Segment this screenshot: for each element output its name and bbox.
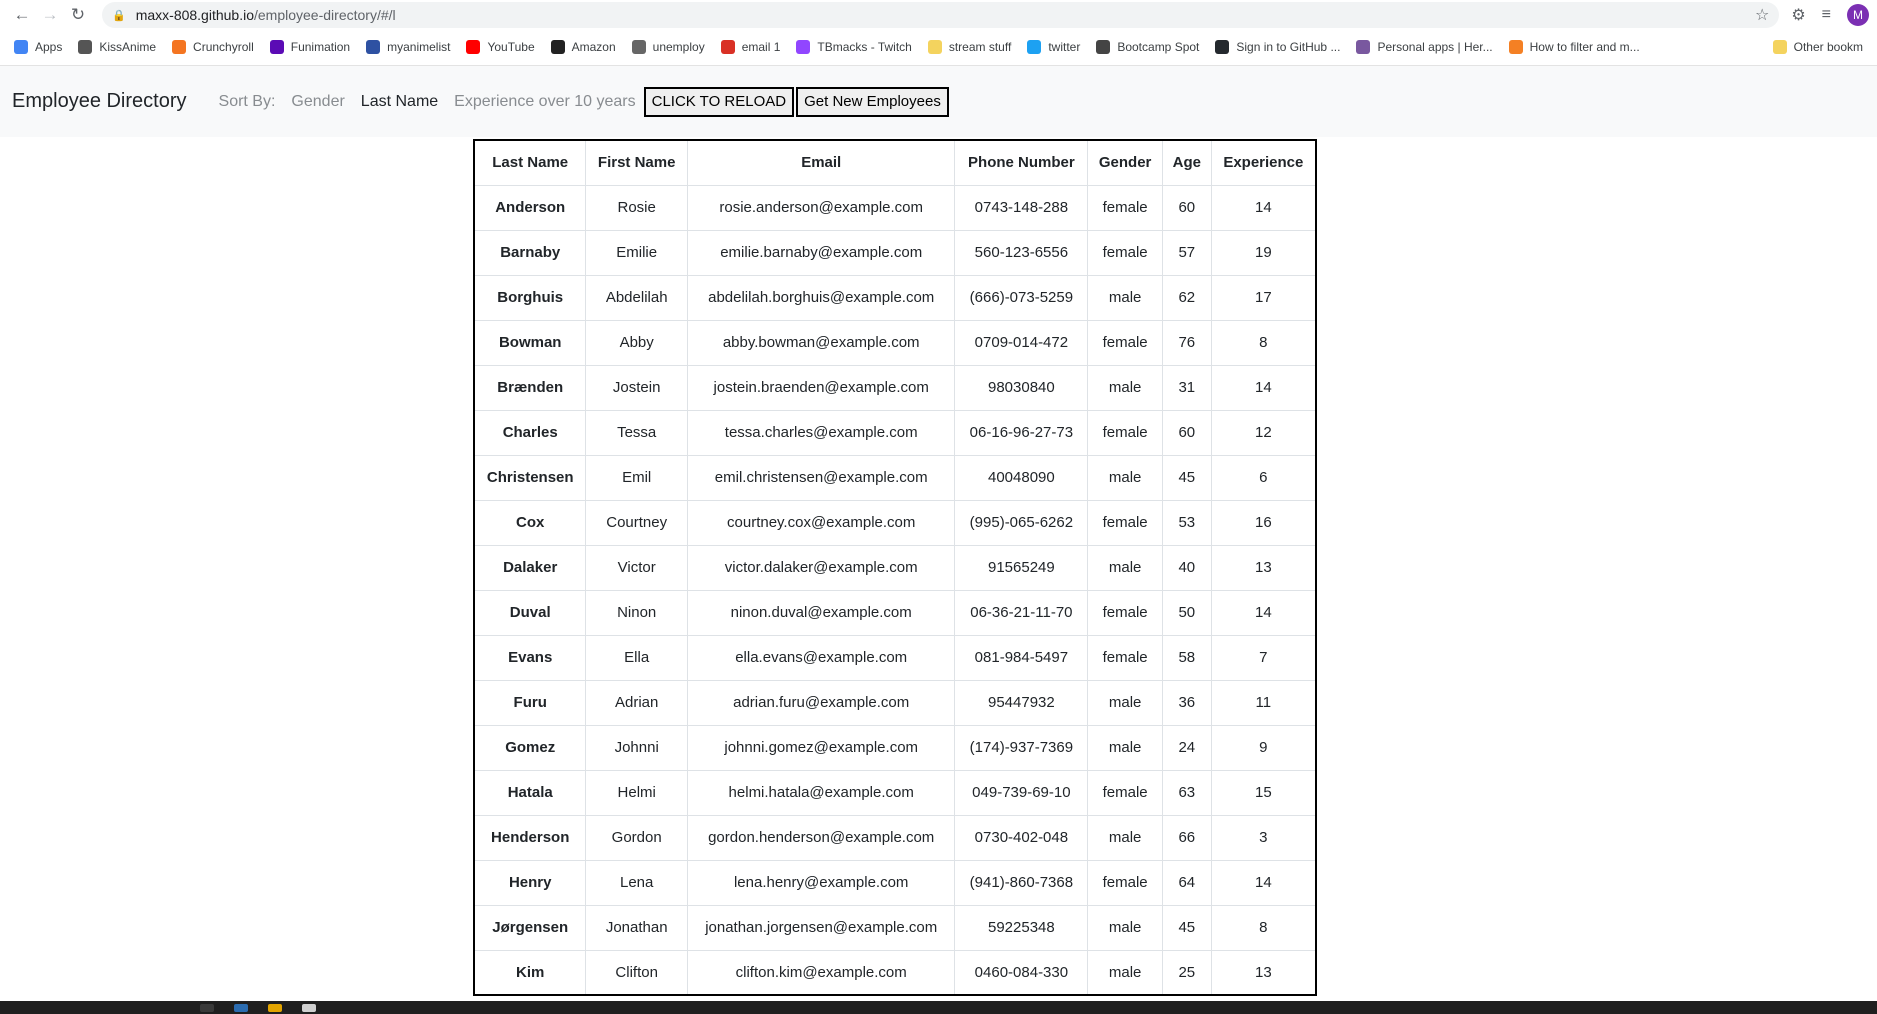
heroku-icon — [1356, 40, 1370, 54]
table-cell: female — [1088, 410, 1163, 455]
table-cell: 081-984-5497 — [955, 635, 1088, 680]
employee-table — [473, 139, 1317, 996]
table-row — [474, 320, 1316, 365]
table-cell: female — [1088, 230, 1163, 275]
table-cell: Emil — [586, 455, 688, 500]
bookmark-label: stream stuff — [948, 40, 1012, 54]
bookmark-label: KissAnime — [99, 40, 157, 54]
page-navbar — [0, 66, 1877, 137]
table-row — [474, 410, 1316, 455]
taskbar-item[interactable] — [200, 1004, 214, 1012]
twitch-icon — [796, 40, 810, 54]
table-cell: male — [1088, 455, 1163, 500]
table-cell: ninon.duval@example.com — [687, 590, 955, 635]
table-cell: Ella — [586, 635, 688, 680]
bookmark-item[interactable] — [458, 34, 542, 60]
table-cell: Charles — [474, 410, 586, 455]
table-cell: 16 — [1211, 500, 1316, 545]
table-cell: female — [1088, 860, 1163, 905]
profile-avatar[interactable]: M — [1847, 4, 1869, 26]
bookmark-item[interactable] — [1207, 34, 1348, 60]
table-cell: female — [1088, 635, 1163, 680]
table-cell: Bowman — [474, 320, 586, 365]
table-cell: (666)-073-5259 — [955, 275, 1088, 320]
table-row — [474, 680, 1316, 725]
table-cell: 8 — [1211, 320, 1316, 365]
table-cell: 76 — [1162, 320, 1211, 365]
crunchyroll-icon — [172, 40, 186, 54]
table-row — [474, 860, 1316, 905]
table-cell: Emilie — [586, 230, 688, 275]
table-cell: jostein.braenden@example.com — [687, 365, 955, 410]
table-cell: helmi.hatala@example.com — [687, 770, 955, 815]
table-cell: male — [1088, 275, 1163, 320]
table-cell: Hatala — [474, 770, 586, 815]
table-cell: 0730-402-048 — [955, 815, 1088, 860]
unemploy-icon — [632, 40, 646, 54]
bookmarks-bar — [0, 30, 1877, 64]
table-cell: 24 — [1162, 725, 1211, 770]
table-cell: male — [1088, 365, 1163, 410]
table-cell: Barnaby — [474, 230, 586, 275]
table-cell: female — [1088, 500, 1163, 545]
table-cell: 95447932 — [955, 680, 1088, 725]
reload-button[interactable]: CLICK TO RELOAD — [644, 87, 795, 117]
table-row — [474, 275, 1316, 320]
table-cell: 57 — [1162, 230, 1211, 275]
myanimelist-icon — [366, 40, 380, 54]
youtube-icon — [466, 40, 480, 54]
table-cell: abdelilah.borghuis@example.com — [687, 275, 955, 320]
table-cell: 53 — [1162, 500, 1211, 545]
table-cell: Henderson — [474, 815, 586, 860]
bookmark-label: Amazon — [571, 40, 616, 54]
table-cell: male — [1088, 815, 1163, 860]
table-cell: 12 — [1211, 410, 1316, 455]
table-cell: emil.christensen@example.com — [687, 455, 955, 500]
reload-icon[interactable]: ↻ — [70, 5, 86, 24]
table-row — [474, 545, 1316, 590]
bookmark-item[interactable] — [6, 34, 70, 60]
table-cell: male — [1088, 545, 1163, 590]
table-cell: 14 — [1211, 590, 1316, 635]
folder-icon — [1773, 40, 1787, 54]
table-row — [474, 815, 1316, 860]
table-cell: 8 — [1211, 905, 1316, 950]
table-cell: 9 — [1211, 725, 1316, 770]
table-cell: 06-36-21-11-70 — [955, 590, 1088, 635]
table-cell: 0709-014-472 — [955, 320, 1088, 365]
filter-experience-link[interactable]: Experience over 10 years — [454, 92, 636, 110]
table-cell: 59225348 — [955, 905, 1088, 950]
table-cell: ella.evans@example.com — [687, 635, 955, 680]
table-cell: victor.dalaker@example.com — [687, 545, 955, 590]
table-cell: Cox — [474, 500, 586, 545]
bookmark-label: How to filter and m... — [1529, 40, 1640, 54]
table-row — [474, 950, 1316, 995]
stackoverflow-icon — [1509, 40, 1523, 54]
star-icon[interactable]: ☆ — [1754, 7, 1770, 24]
table-cell: Christensen — [474, 455, 586, 500]
table-cell: 91565249 — [955, 545, 1088, 590]
table-cell: male — [1088, 950, 1163, 995]
column-header: Phone Number — [955, 140, 1088, 185]
column-header: Last Name — [474, 140, 586, 185]
column-header: Gender — [1088, 140, 1163, 185]
column-header: Email — [687, 140, 955, 185]
table-cell: 3 — [1211, 815, 1316, 860]
taskbar-item[interactable] — [268, 1004, 282, 1012]
table-row — [474, 770, 1316, 815]
url-host: maxx-808.github.io — [135, 7, 254, 23]
bookmark-item[interactable] — [1019, 34, 1088, 60]
sort-last-name-link[interactable]: Last Name — [360, 92, 439, 110]
table-cell: female — [1088, 770, 1163, 815]
bookmark-item[interactable] — [1501, 34, 1648, 60]
table-row — [474, 905, 1316, 950]
twitter-icon — [1027, 40, 1041, 54]
table-cell: 25 — [1162, 950, 1211, 995]
gmail-icon — [721, 40, 735, 54]
sort-by-label: Sort By: — [218, 92, 276, 110]
table-row — [474, 590, 1316, 635]
table-cell: male — [1088, 680, 1163, 725]
column-header: Experience — [1211, 140, 1316, 185]
table-cell: Abdelilah — [586, 275, 688, 320]
table-cell: tessa.charles@example.com — [687, 410, 955, 455]
main-content — [0, 137, 1877, 1002]
table-cell: 31 — [1162, 365, 1211, 410]
table-cell: Henry — [474, 860, 586, 905]
table-cell: Kim — [474, 950, 586, 995]
table-cell: rosie.anderson@example.com — [687, 185, 955, 230]
bookmark-item[interactable] — [164, 34, 262, 60]
address-bar-row — [0, 0, 1877, 30]
table-cell: 50 — [1162, 590, 1211, 635]
bookmark-item[interactable] — [788, 34, 919, 60]
table-cell: Johnni — [586, 725, 688, 770]
table-cell: 40048090 — [955, 455, 1088, 500]
bookmark-item[interactable] — [70, 34, 164, 60]
table-cell: 98030840 — [955, 365, 1088, 410]
bookmark-item[interactable] — [358, 34, 458, 60]
taskbar-item[interactable] — [234, 1004, 248, 1012]
table-row — [474, 500, 1316, 545]
bookmark-label: email 1 — [741, 40, 781, 54]
table-body — [474, 185, 1316, 995]
table-cell: 13 — [1211, 545, 1316, 590]
table-cell: 560-123-6556 — [955, 230, 1088, 275]
table-cell: Gordon — [586, 815, 688, 860]
browser-chrome — [0, 0, 1877, 66]
table-cell: emilie.barnaby@example.com — [687, 230, 955, 275]
table-row — [474, 230, 1316, 275]
table-row — [474, 725, 1316, 770]
table-cell: (941)-860-7368 — [955, 860, 1088, 905]
bookmark-label: Apps — [35, 40, 63, 54]
bookmark-item[interactable] — [262, 34, 358, 60]
table-cell: 60 — [1162, 185, 1211, 230]
os-taskbar — [0, 1001, 1877, 1014]
table-cell: 0460-084-330 — [955, 950, 1088, 995]
table-cell: 58 — [1162, 635, 1211, 680]
github-icon — [1215, 40, 1229, 54]
bookmark-item[interactable] — [920, 34, 1019, 60]
other-bookmarks-label: Other bookm — [1793, 40, 1863, 54]
sort-gender-link[interactable]: Gender — [291, 92, 345, 110]
apps-grid-icon — [14, 40, 28, 54]
table-cell: 40 — [1162, 545, 1211, 590]
table-cell: 14 — [1211, 860, 1316, 905]
bookmark-item[interactable] — [1088, 34, 1207, 60]
table-cell: 0743-148-288 — [955, 185, 1088, 230]
url-path: /employee-directory/#/l — [254, 7, 396, 23]
table-cell: courtney.cox@example.com — [687, 500, 955, 545]
table-cell: Jørgensen — [474, 905, 586, 950]
table-cell: Rosie — [586, 185, 688, 230]
table-cell: Dalaker — [474, 545, 586, 590]
table-cell: abby.bowman@example.com — [687, 320, 955, 365]
bookmark-item[interactable] — [713, 34, 789, 60]
table-cell: adrian.furu@example.com — [687, 680, 955, 725]
table-cell: Brænden — [474, 365, 586, 410]
table-cell: 15 — [1211, 770, 1316, 815]
table-cell: lena.henry@example.com — [687, 860, 955, 905]
reading-list-icon[interactable]: ≡ — [1821, 6, 1831, 23]
table-row — [474, 455, 1316, 500]
kissanime-icon — [78, 40, 92, 54]
table-cell: Ninon — [586, 590, 688, 635]
other-bookmarks-folder[interactable] — [1765, 34, 1871, 60]
bookmark-label: Crunchyroll — [193, 40, 254, 54]
table-cell: 63 — [1162, 770, 1211, 815]
table-cell: Lena — [586, 860, 688, 905]
table-cell: clifton.kim@example.com — [687, 950, 955, 995]
table-cell: 14 — [1211, 365, 1316, 410]
table-cell: 14 — [1211, 185, 1316, 230]
table-cell: Jonathan — [586, 905, 688, 950]
table-cell: 06-16-96-27-73 — [955, 410, 1088, 455]
table-cell: female — [1088, 320, 1163, 365]
bookmark-label: Sign in to GitHub ... — [1236, 40, 1341, 54]
table-cell: Adrian — [586, 680, 688, 725]
back-arrow-icon[interactable]: ← — [13, 5, 31, 24]
table-cell: 19 — [1211, 230, 1316, 275]
bookmark-label: Bootcamp Spot — [1117, 40, 1200, 54]
table-cell: Borghuis — [474, 275, 586, 320]
table-cell: 66 — [1162, 815, 1211, 860]
table-cell: 6 — [1211, 455, 1316, 500]
table-row — [474, 185, 1316, 230]
bookmark-label: Personal apps | Her... — [1377, 40, 1493, 54]
table-cell: 62 — [1162, 275, 1211, 320]
bookmark-label: twitter — [1048, 40, 1081, 54]
table-cell: Victor — [586, 545, 688, 590]
table-cell: male — [1088, 725, 1163, 770]
table-cell: Duval — [474, 590, 586, 635]
bookmark-item[interactable] — [543, 34, 624, 60]
taskbar-item[interactable] — [302, 1004, 316, 1012]
table-cell: (174)-937-7369 — [955, 725, 1088, 770]
funimation-icon — [270, 40, 284, 54]
table-cell: Abby — [586, 320, 688, 365]
table-cell: jonathan.jorgensen@example.com — [687, 905, 955, 950]
table-cell: Anderson — [474, 185, 586, 230]
table-cell: female — [1088, 185, 1163, 230]
table-header-row — [474, 140, 1316, 185]
table-cell: male — [1088, 905, 1163, 950]
table-cell: 049-739-69-10 — [955, 770, 1088, 815]
bootcamp-icon — [1096, 40, 1110, 54]
extensions-icon[interactable]: ⚙ — [1791, 7, 1806, 24]
table-cell: johnni.gomez@example.com — [687, 725, 955, 770]
lock-icon: 🔒 — [112, 9, 126, 22]
table-cell: Furu — [474, 680, 586, 725]
bookmark-item[interactable] — [624, 34, 713, 60]
table-cell: Courtney — [586, 500, 688, 545]
table-cell: 64 — [1162, 860, 1211, 905]
column-header: Age — [1162, 140, 1211, 185]
table-cell: Clifton — [586, 950, 688, 995]
table-row — [474, 635, 1316, 680]
table-cell: 7 — [1211, 635, 1316, 680]
table-row — [474, 365, 1316, 410]
bookmark-label: myanimelist — [387, 40, 451, 54]
table-cell: female — [1088, 590, 1163, 635]
bookmark-label: unemploy — [652, 40, 705, 54]
table-cell: 45 — [1162, 905, 1211, 950]
table-cell: Gomez — [474, 725, 586, 770]
table-cell: 13 — [1211, 950, 1316, 995]
folder-icon — [928, 40, 942, 54]
table-cell: 45 — [1162, 455, 1211, 500]
table-cell: Tessa — [586, 410, 688, 455]
table-cell: 17 — [1211, 275, 1316, 320]
column-header: First Name — [586, 140, 688, 185]
bookmark-label: Funimation — [290, 40, 351, 54]
brand-title[interactable]: Employee Directory — [12, 90, 187, 112]
table-cell: 60 — [1162, 410, 1211, 455]
table-cell: Helmi — [586, 770, 688, 815]
forward-arrow-icon[interactable]: → — [41, 5, 59, 24]
table-cell: Evans — [474, 635, 586, 680]
table-cell: 11 — [1211, 680, 1316, 725]
get-new-employees-button[interactable]: Get New Employees — [796, 87, 949, 117]
table-cell: 36 — [1162, 680, 1211, 725]
amazon-icon — [551, 40, 565, 54]
bookmark-label: YouTube — [487, 40, 535, 54]
bookmark-item[interactable] — [1348, 34, 1500, 60]
url-bar[interactable] — [102, 2, 1779, 28]
bookmark-label: TBmacks - Twitch — [817, 40, 912, 54]
table-cell: gordon.henderson@example.com — [687, 815, 955, 860]
table-cell: Jostein — [586, 365, 688, 410]
table-cell: (995)-065-6262 — [955, 500, 1088, 545]
